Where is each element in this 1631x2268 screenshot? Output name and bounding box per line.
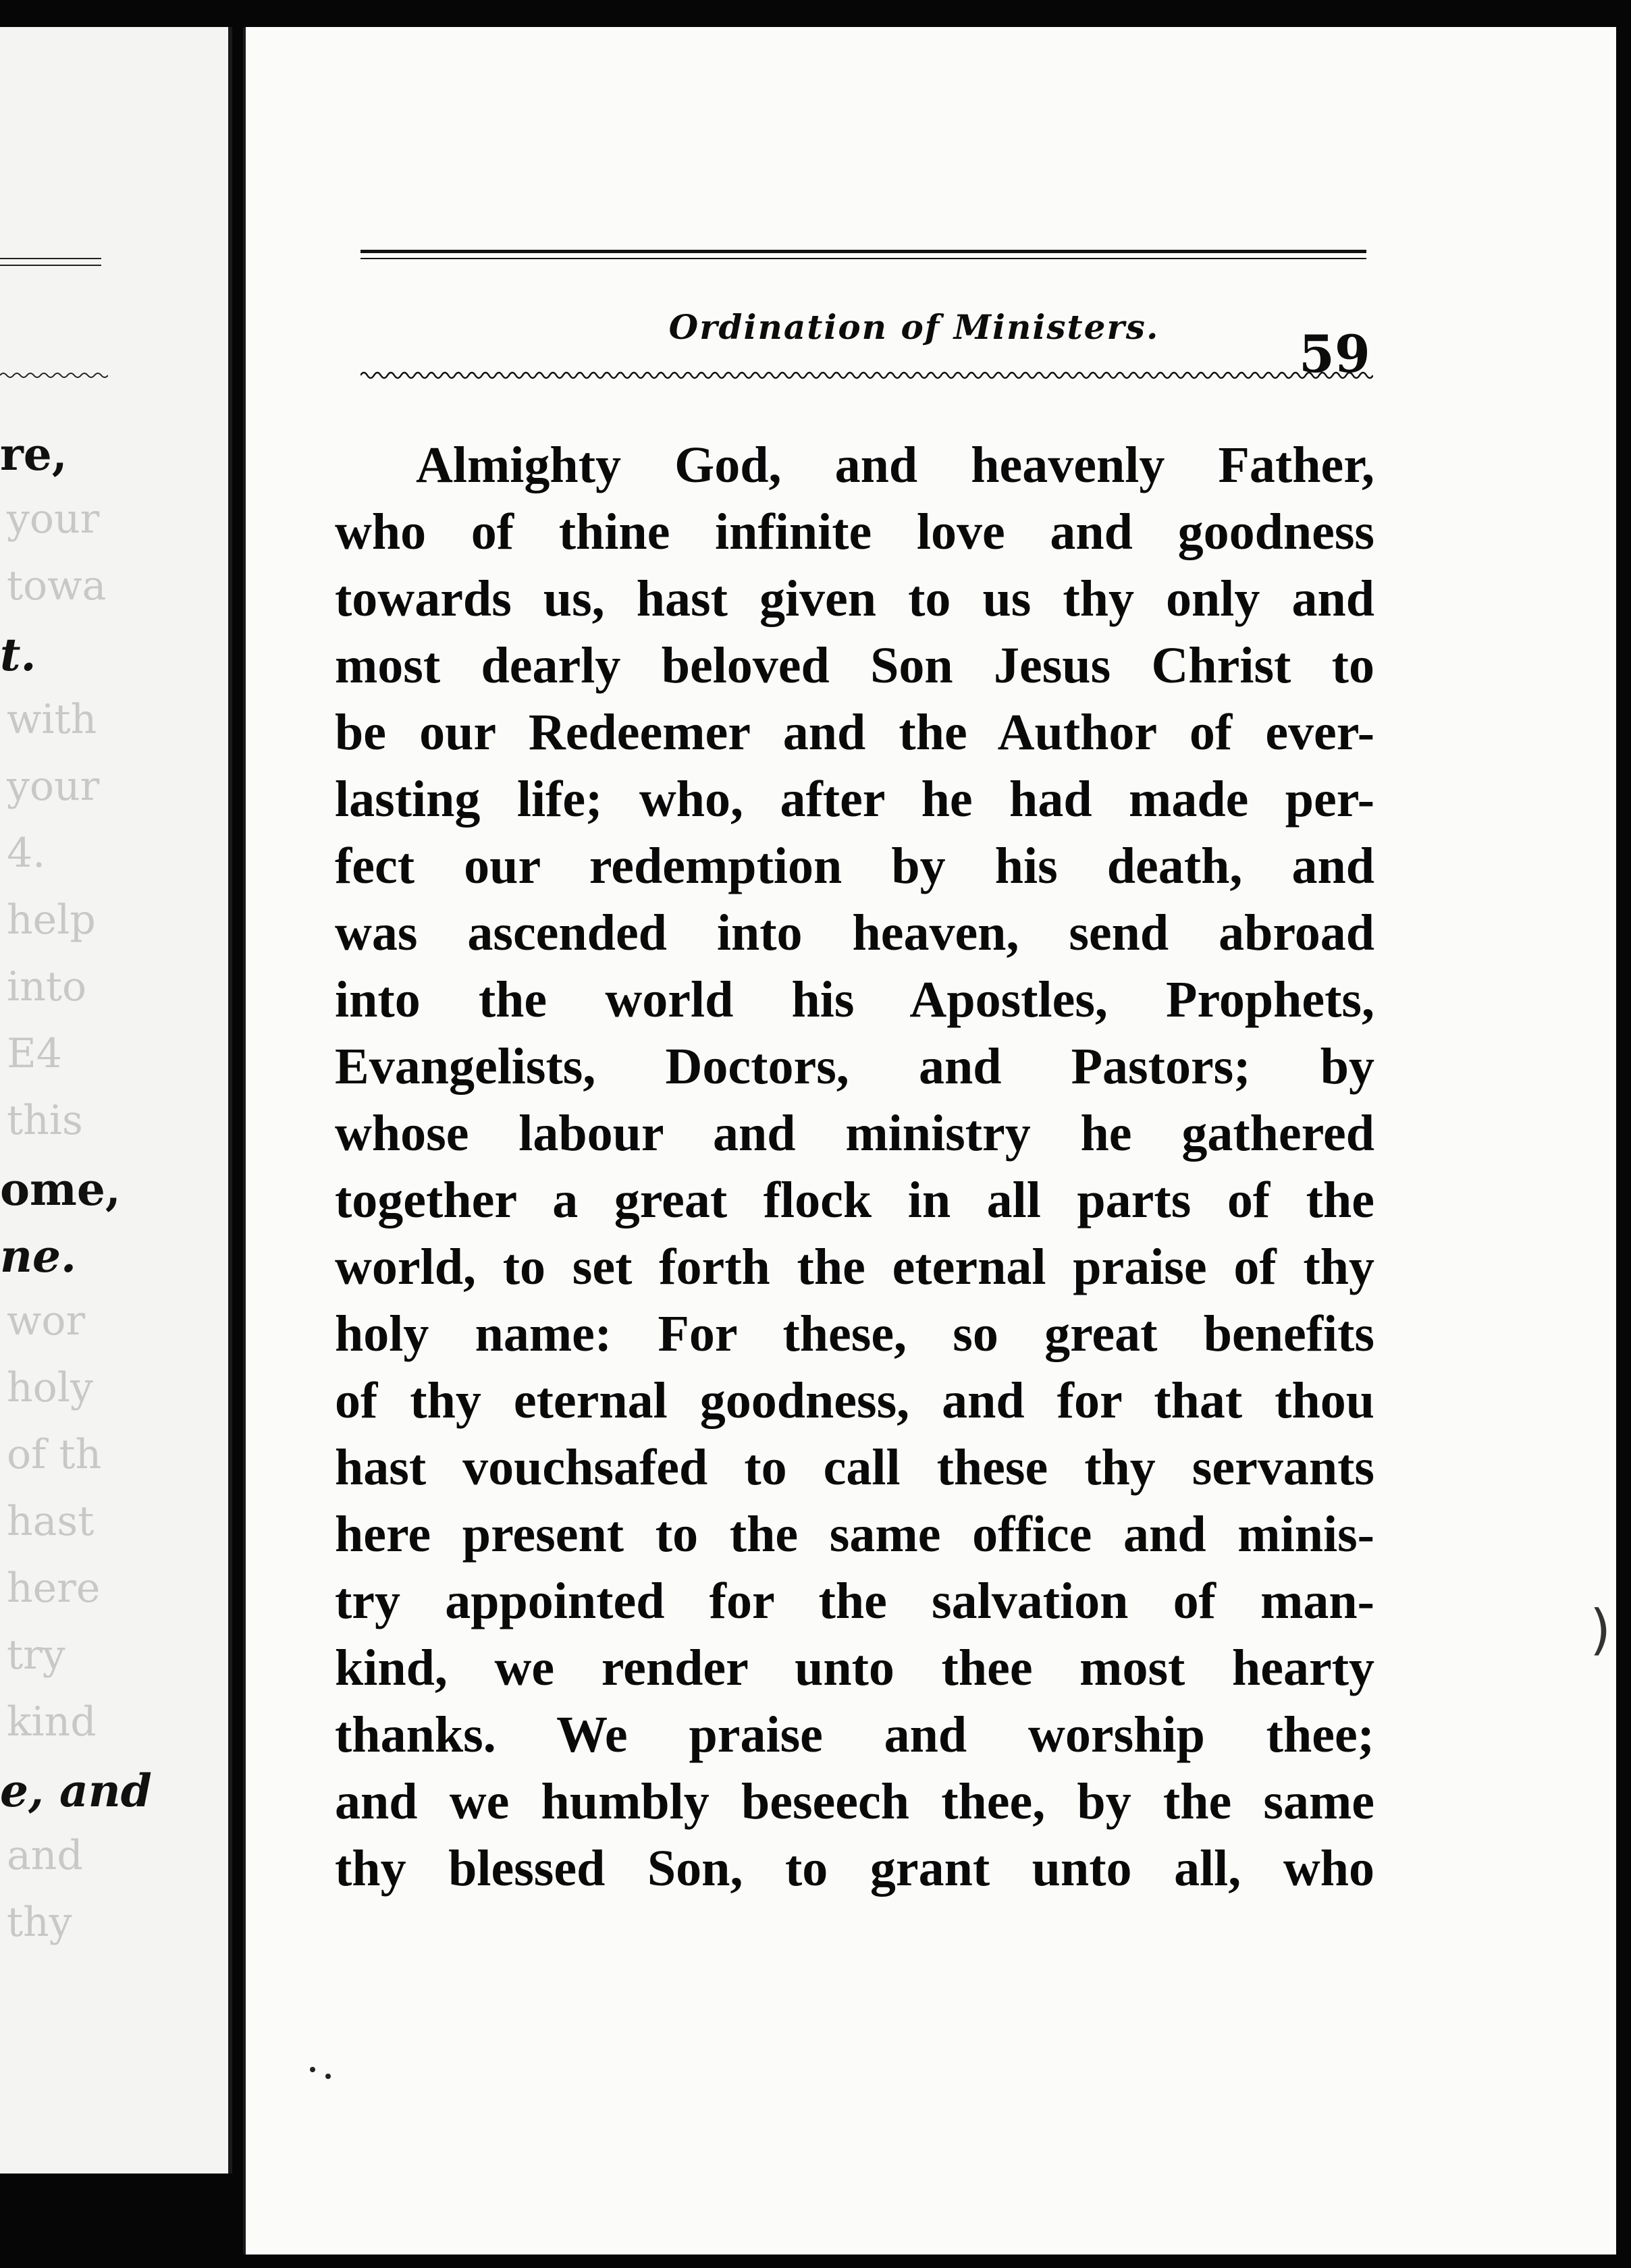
left-page-fragment: wor — [7, 1297, 86, 1345]
left-page-fragment: your — [7, 495, 100, 543]
left-page-fragment: ome, — [0, 1163, 121, 1216]
left-page-fragment: t. — [0, 628, 36, 681]
left-page-fragment: thy — [7, 1899, 72, 1946]
left-wavy-rule — [0, 370, 108, 381]
left-page-fragment: holy — [7, 1364, 93, 1411]
text-line: of thy eternal goodness, and for that thou — [335, 1372, 1374, 1429]
text-line: holy name: For these, so great benefits — [335, 1305, 1374, 1362]
page-59 — [243, 27, 1616, 2254]
text-line: Evangelists, Doctors, and Pastors; by — [335, 1038, 1374, 1095]
left-page-fragment: and — [7, 1832, 83, 1879]
margin-bracket-mark: ) — [1590, 1598, 1611, 1661]
text-line: who of thine infinite love and goodness — [335, 504, 1374, 560]
text-line: thy blessed Son, to grant unto all, who — [335, 1840, 1374, 1897]
left-page-fragment: re, — [0, 428, 68, 481]
left-facing-page — [0, 27, 232, 2174]
page-number: 59 — [1299, 324, 1370, 384]
ink-speck — [325, 2074, 331, 2079]
text-line: kind, we render unto thee most hearty — [335, 1640, 1374, 1696]
left-page-fragment: here — [7, 1565, 101, 1612]
text-line: world, to set forth the eternal praise of thy — [335, 1239, 1374, 1295]
text-line: most dearly beloved Son Jesus Christ to — [335, 637, 1374, 694]
text-line: be our Redeemer and the Author of ever- — [335, 704, 1374, 761]
left-page-fragment: kind — [7, 1698, 97, 1746]
left-page-fragment: this — [7, 1097, 83, 1144]
left-page-fragment: help — [7, 896, 96, 944]
text-line: thanks. We praise and worship thee; — [335, 1706, 1374, 1763]
text-line: together a great flock in all parts of the — [335, 1172, 1374, 1228]
text-line: lasting life; who, after he had made per- — [335, 771, 1374, 828]
text-line: and we humbly beseech thee, by the same — [335, 1773, 1374, 1830]
left-page-fragment: E4 — [7, 1030, 62, 1077]
left-page-fragment: of th — [7, 1431, 102, 1478]
left-header-rule — [0, 258, 101, 259]
left-header-rule-2 — [0, 265, 101, 266]
text-line: was ascended into heaven, send abroad — [335, 905, 1374, 961]
header-rule-thin — [360, 258, 1366, 259]
left-page-fragment: with — [7, 696, 97, 743]
text-line: whose labour and ministry he gathered — [335, 1105, 1374, 1162]
header-rule-thick — [360, 250, 1366, 253]
body-text — [335, 432, 1374, 1902]
left-page-fragment: towa — [7, 562, 107, 610]
wavy-rule — [360, 368, 1373, 383]
left-page-fragment: try — [7, 1631, 65, 1679]
running-head: Ordination of Ministers. — [668, 307, 1160, 347]
left-page-fragment: e, and — [0, 1764, 152, 1817]
text-line: here present to the same office and minis- — [335, 1506, 1374, 1563]
left-page-fragment: your — [7, 763, 100, 810]
text-line: Almighty God, and heavenly Father, — [416, 437, 1374, 493]
left-page-fragment: hast — [7, 1498, 95, 1545]
text-line: towards us, hast given to us thy only and — [335, 570, 1374, 627]
left-page-fragment: 4. — [7, 830, 46, 877]
left-page-fragment: into — [7, 963, 87, 1010]
left-page-fragment: ne. — [0, 1230, 76, 1282]
text-line: try appointed for the salvation of man- — [335, 1573, 1374, 1629]
text-line: hast vouchsafed to call these thy servants — [335, 1439, 1374, 1496]
text-line: fect our redemption by his death, and — [335, 838, 1374, 894]
ink-speck — [310, 2067, 315, 2072]
text-line: into the world his Apostles, Prophets, — [335, 971, 1374, 1028]
